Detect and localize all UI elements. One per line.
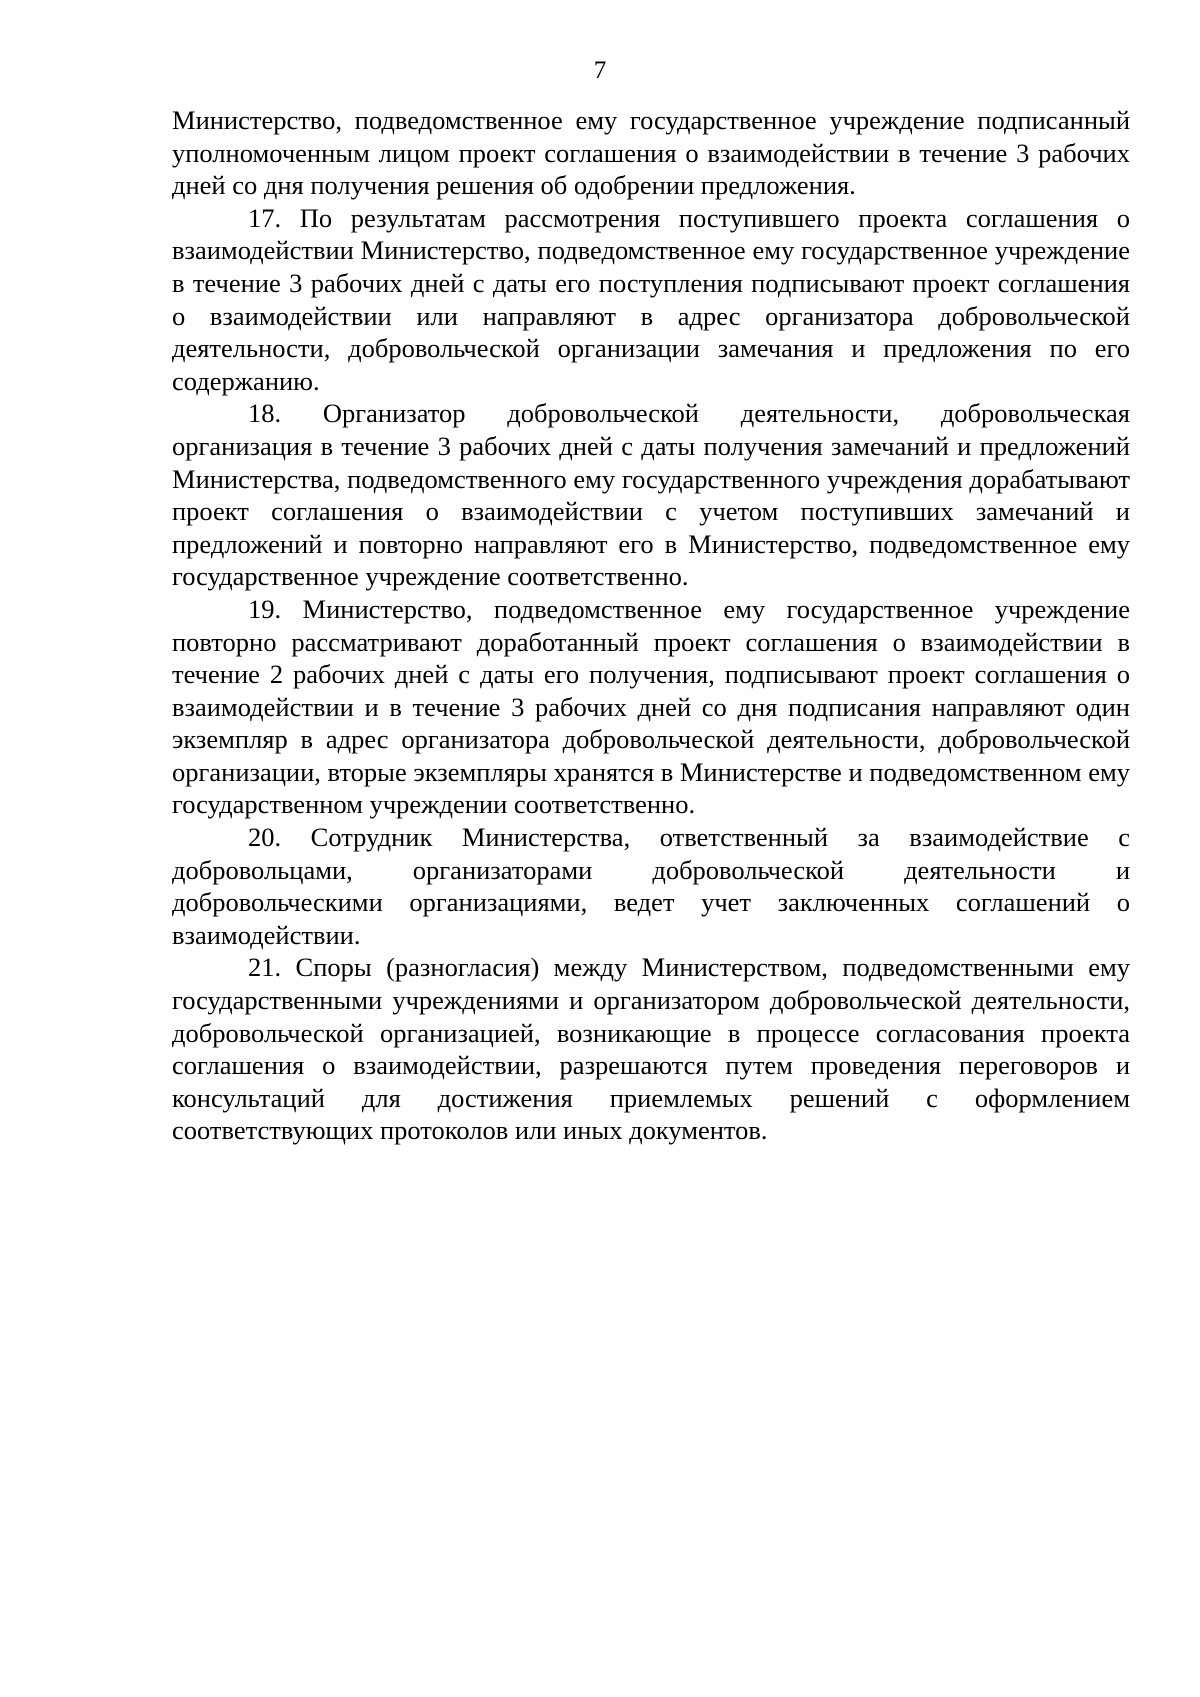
paragraph-18: 18. Организатор добровольческой деятельности, добровольческая организация в течение 3 рабочих дней с даты получения замечаний и предложений Министерства, подведомственного ему государственного учреждения дорабатывают проект соглашения о взаимодействии с учетом поступивших замечаний и предложений и повторно направляют его в Министерство, подведомственное ему государственное учреждение соответственно. — [172, 398, 1130, 592]
paragraph-continuation: Министерство, подведомственное ему государственное учреждение подписанный уполномоченным лицом проект соглашения о взаимодействии в течение 3 рабочих дней со дня получения решения об одобрении предложения. — [172, 105, 1130, 201]
paragraph-17: 17. По результатам рассмотрения поступившего проекта соглашения о взаимодействии Министерство, подведомственное ему государственное учреждение в течение 3 рабочих дней с даты его поступления подписывают проект соглашения о взаимодействии или направляют в адрес организатора добровольческой деятельности, добровольческой организации замечания и предложения по его содержанию. — [172, 202, 1130, 396]
paragraph-19: 19. Министерство, подведомственное ему государственное учреждение повторно рассматривают доработанный проект соглашения о взаимодействии в течение 2 рабочих дней с даты его получения, подписывают проект соглашения о взаимодействии и в течение 3 рабочих дней со дня подписания направляют один экземпляр в адрес организатора добровольческой деятельности, добровольческой организации, вторые экземпляры хранятся в Министерстве и подведомственном ему государственном учреждении соответственно. — [172, 593, 1130, 820]
page-number: 7 — [593, 57, 607, 84]
paragraph-20: 20. Сотрудник Министерства, ответственный за взаимодействие с добровольцами, организаторами добровольческой деятельности и добровольческими организациями, ведет учет заключенных соглашений о взаимодействии. — [172, 822, 1130, 950]
document-body — [172, 104, 1130, 1147]
paragraph-21: 21. Споры (разногласия) между Министерством, подведомственными ему государственными учреждениями и организатором добровольческой деятельности, добровольческой организацией, возникающие в процессе согласования проекта соглашения о взаимодействии, разрешаются путем проведения переговоров и консультаций для достижения приемлемых решений с оформлением соответствующих протоколов или иных документов. — [172, 952, 1130, 1146]
